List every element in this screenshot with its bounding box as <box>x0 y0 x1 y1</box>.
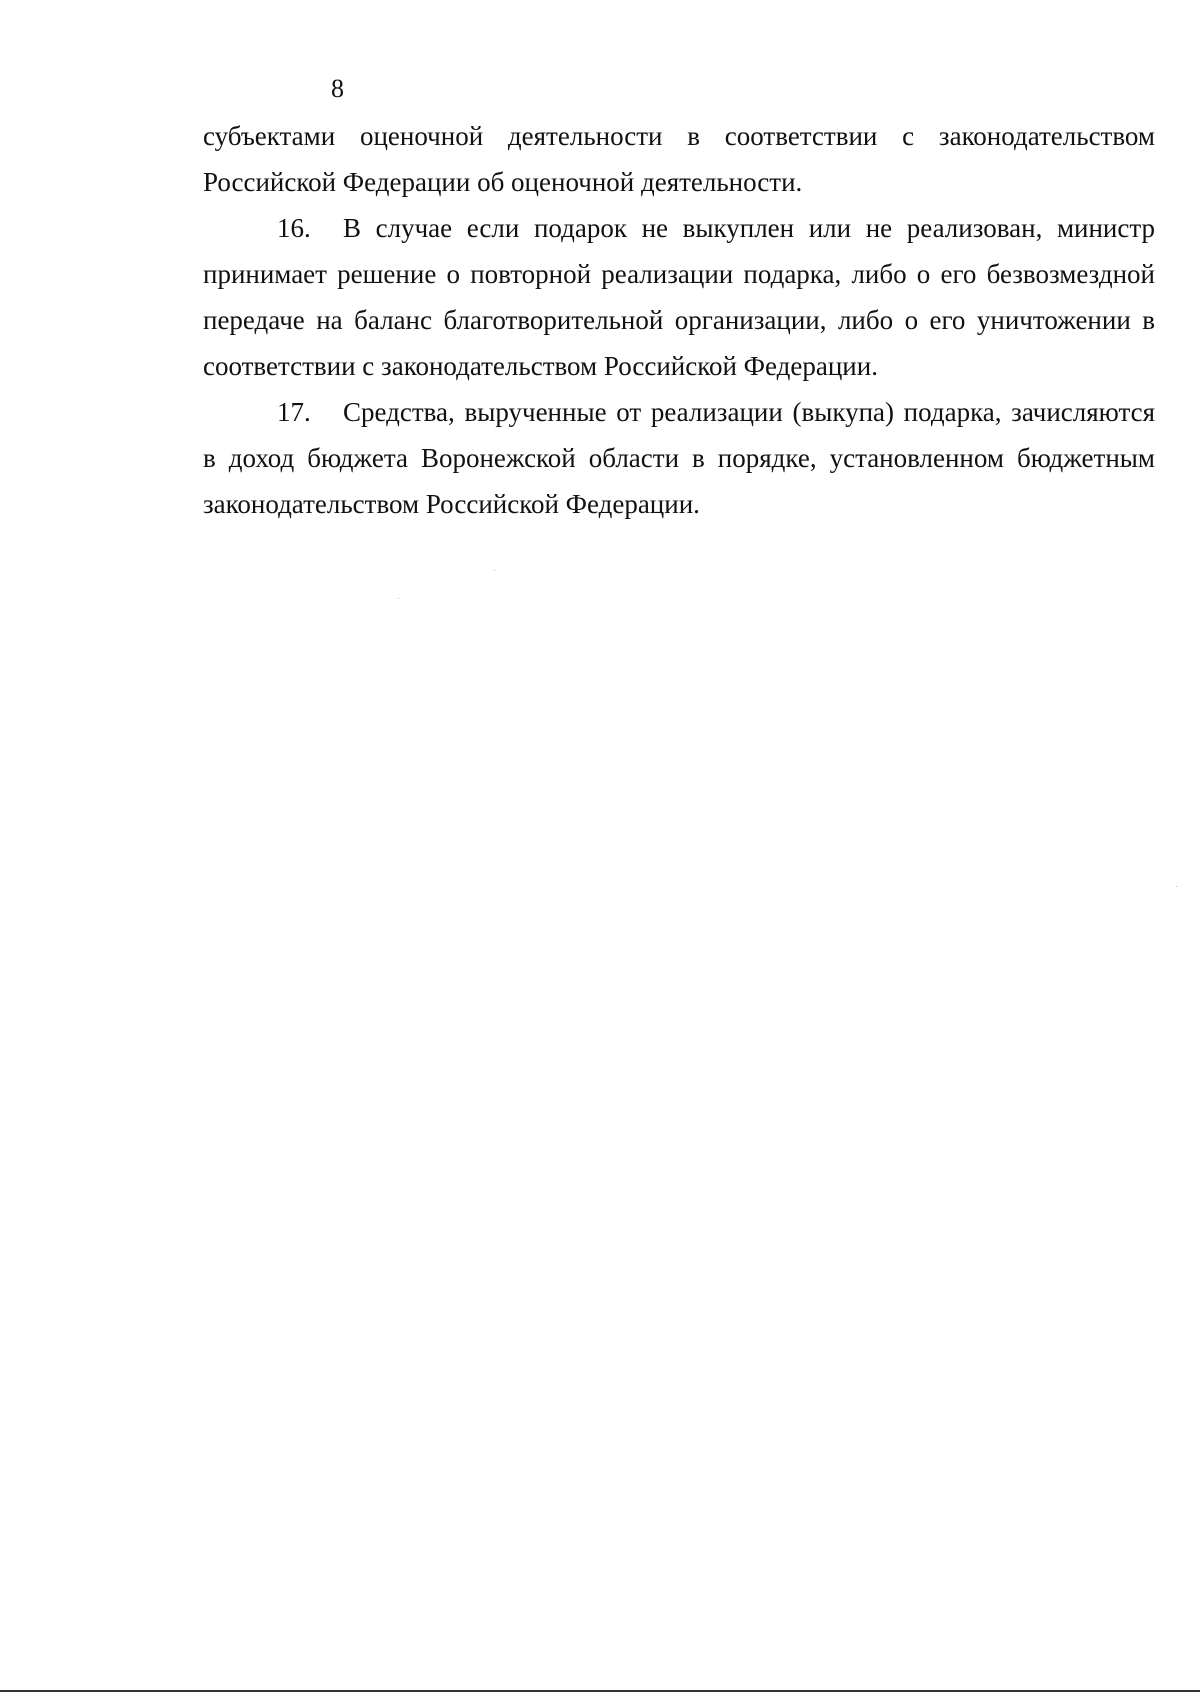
page-bottom-edge-line <box>0 1690 1200 1692</box>
page-number: 8 <box>331 74 344 103</box>
scan-artifact <box>494 570 495 571</box>
paragraph-text: субъектами оценочной деятельности в соответствии с законодательством Российской Федерации об оценочной деятельности. <box>203 121 1155 197</box>
paragraph-number: 16. <box>277 213 311 243</box>
scan-artifact <box>398 598 399 599</box>
paragraph-17 <box>203 389 1155 527</box>
paragraph-text: Средства, вырученные от реализации (выкупа) подарка, зачисляются в доход бюджета Воронежской области в порядке, установленном бюджетным законодательством Российской Федерации. <box>203 397 1155 519</box>
page-number-row <box>0 74 1200 104</box>
paragraph-continuation <box>203 113 1155 205</box>
scan-artifact <box>1176 886 1177 887</box>
paragraph-16 <box>203 205 1155 389</box>
document-body <box>203 113 1155 527</box>
paragraph-number: 17. <box>277 397 311 427</box>
paragraph-text: В случае если подарок не выкуплен или не реализован, министр принимает решение о повторной реализации подарка, либо о его безвозмездной передаче на баланс благотворительной организации, либо о его уничтожении в соответствии с законодательством Российской Федерации. <box>203 213 1155 381</box>
